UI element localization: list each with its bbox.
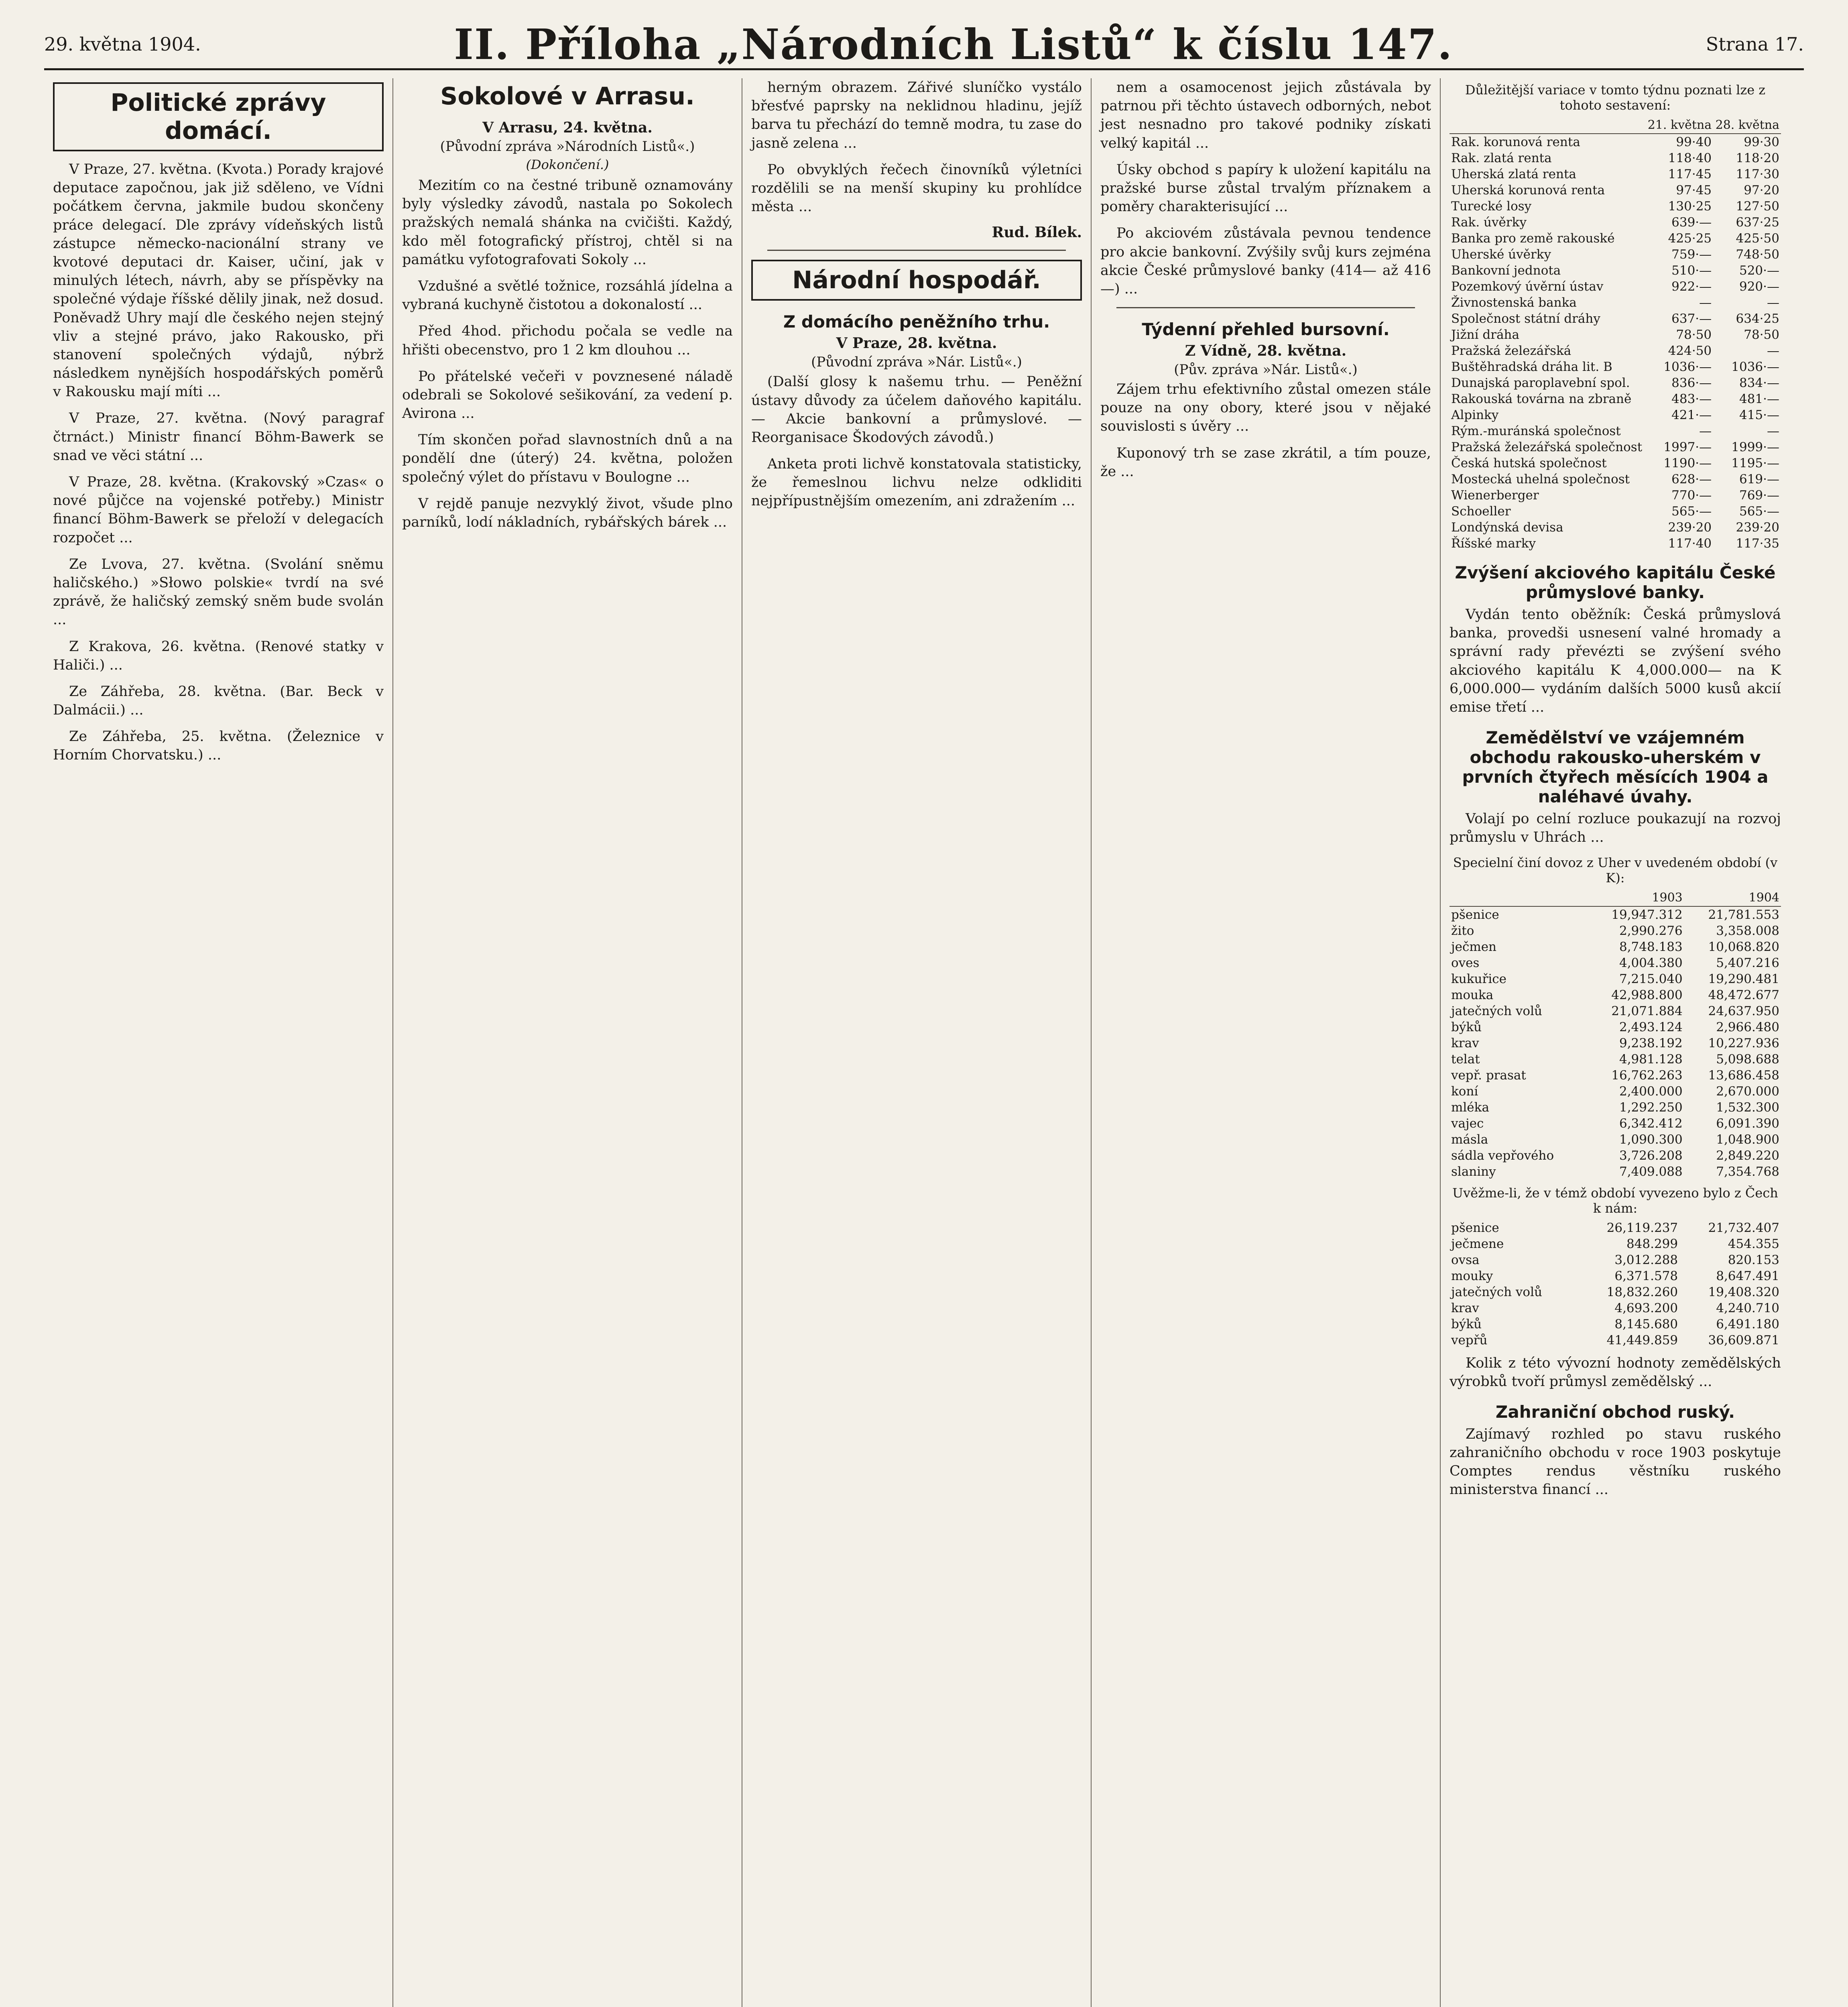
row-value: 7,215.040 xyxy=(1619,971,1683,986)
row-label: Společnost státní dráhy xyxy=(1451,311,1600,326)
table-row xyxy=(1450,955,1781,971)
row-label: Pražská železářská xyxy=(1451,344,1572,358)
row-label: telat xyxy=(1451,1052,1480,1067)
row-value: 99·30 xyxy=(1744,135,1779,149)
row-label: mouky xyxy=(1451,1268,1493,1283)
table-row xyxy=(1450,923,1781,939)
row-value: 639·— xyxy=(1671,215,1712,230)
table-row xyxy=(1450,906,1781,923)
column-3 xyxy=(742,78,1092,2007)
row-label: Rak. korunová renta xyxy=(1451,135,1580,149)
table-row xyxy=(1450,279,1781,295)
article-paragraph: Volají po celní rozluce poukazují na rozvoj průmyslu v Uhrách ... xyxy=(1450,811,1781,846)
import-table-heading: Specielní činí dovoz z Uher v uvedeném období (v K): xyxy=(1453,855,1778,885)
table-row xyxy=(1450,455,1781,471)
row-value: 1,532.300 xyxy=(1716,1100,1779,1115)
table-row xyxy=(1450,246,1781,263)
article-paragraph: Vzdušné a světlé tožnice, rozsáhlá jídelna a vybraná kuchyně čistotou a dokonalostí ... xyxy=(402,278,733,313)
column-4 xyxy=(1092,78,1441,2007)
row-label: krav xyxy=(1451,1036,1479,1050)
article-paragraph: Po obvyklých řečech činovníků výletníci rozdělili se na menší skupiny ku prohlídce města ... xyxy=(751,161,1082,215)
row-label: sádla vepřového xyxy=(1451,1148,1554,1163)
divider xyxy=(767,250,1066,251)
row-value: 19,408.320 xyxy=(1708,1284,1779,1299)
table-row xyxy=(1450,407,1781,423)
row-value: 127·50 xyxy=(1736,199,1779,214)
row-value: 117·40 xyxy=(1668,536,1712,551)
row-label: Bankovní jednota xyxy=(1451,263,1561,278)
column-5 xyxy=(1441,78,1790,2007)
table-row xyxy=(1450,230,1781,246)
table-row xyxy=(1450,391,1781,407)
issue-date: 29. května 1904. xyxy=(44,33,201,55)
row-value: 3,358.008 xyxy=(1716,923,1779,938)
row-value: 922·— xyxy=(1671,279,1712,294)
author-signature: Rud. Bílek. xyxy=(992,224,1082,241)
row-value: 1195·— xyxy=(1731,456,1779,470)
row-label: Rak. úvěrky xyxy=(1451,215,1527,230)
article-paragraph: Ze Záhřeba, 28. května. (Bar. Beck v Dalmácii.) ... xyxy=(53,683,384,719)
column-1 xyxy=(44,78,393,2007)
row-value: 1,048.900 xyxy=(1716,1132,1779,1147)
export-table-heading: Uvěžme-li, že v témž období vyvezeno bylo z Čech k nám: xyxy=(1452,1185,1778,1216)
article-title-money-market: Z domácího peněžního trhu. xyxy=(783,312,1050,332)
import-table xyxy=(1450,890,1781,1180)
table-row xyxy=(1450,166,1781,182)
table-row xyxy=(1450,182,1781,198)
row-value: 10,068.820 xyxy=(1708,939,1779,954)
table-row xyxy=(1450,1236,1781,1252)
row-value: 565·— xyxy=(1671,504,1712,519)
row-label: Rak. zlatá renta xyxy=(1451,151,1552,165)
row-value: 1997·— xyxy=(1663,440,1712,454)
row-value: 117·30 xyxy=(1736,167,1779,181)
row-value: 19,290.481 xyxy=(1708,971,1779,986)
row-value: 748·50 xyxy=(1736,247,1779,262)
row-label: koní xyxy=(1451,1084,1478,1099)
row-label: Uherské úvěrky xyxy=(1451,247,1551,262)
article-paragraph: Vydán tento oběžník: Česká průmyslová banka, provedši usnesení valné hromady a správní rady převézti se zvýšení svého akciového kapitálu K 4,000.000— na K 6,000.000— vydáním dalších 5000 kusů akcií emise třetí ... xyxy=(1450,607,1781,715)
table-row xyxy=(1450,1051,1781,1067)
row-value: 483·— xyxy=(1671,392,1712,406)
row-value: 13,686.458 xyxy=(1708,1068,1779,1083)
row-value: — xyxy=(1767,424,1779,438)
columns xyxy=(44,78,1804,2007)
dateline: V Arrasu, 24. května. xyxy=(482,119,653,136)
table-row xyxy=(1450,1115,1781,1132)
row-value: 16,762.263 xyxy=(1611,1068,1683,1083)
row-value: 48,472.677 xyxy=(1708,987,1779,1002)
row-value: 8,748.183 xyxy=(1619,939,1683,954)
row-value: 2,966.480 xyxy=(1716,1020,1779,1034)
rates-header-col2: 28. května xyxy=(1713,117,1781,134)
row-value: 3,726.208 xyxy=(1619,1148,1683,1163)
row-value: 7,409.088 xyxy=(1619,1164,1683,1179)
article-paragraph: Kuponový trh se zase zkrátil, a tím pouze, že ... xyxy=(1100,445,1431,480)
rates-table-heading: Důležitější variace v tomto týdnu poznati lze z tohoto sestavení: xyxy=(1465,82,1766,113)
article-paragraph: Po přátelské večeři v povznesené náladě odebrali se Sokolové sešikování, za vedení p. Avirona ... xyxy=(402,368,733,422)
dateline: Z Vídně, 28. května. xyxy=(1185,342,1347,360)
row-value: 3,012.288 xyxy=(1614,1252,1678,1267)
supplement-title: II. Příloha „Národních Listů“ k číslu 147. xyxy=(454,19,1453,69)
row-value: 7,354.768 xyxy=(1716,1164,1779,1179)
row-label: Živnostenská banka xyxy=(1451,295,1577,310)
table-row xyxy=(1450,1284,1781,1300)
row-label: Říšské marky xyxy=(1451,536,1536,551)
row-value: 78·50 xyxy=(1676,328,1712,342)
table-row xyxy=(1450,295,1781,311)
row-label: Jižní dráha xyxy=(1451,328,1520,342)
rates-header-col1: 21. května xyxy=(1645,117,1713,134)
divider xyxy=(1116,307,1415,308)
row-label: mléka xyxy=(1451,1100,1489,1115)
row-value: 36,609.871 xyxy=(1708,1333,1779,1347)
row-label: Banka pro země rakouské xyxy=(1451,231,1615,246)
table-row xyxy=(1450,487,1781,503)
row-value: 770·— xyxy=(1671,488,1712,503)
table-row xyxy=(1450,503,1781,519)
table-row xyxy=(1450,198,1781,214)
row-value: 24,637.950 xyxy=(1708,1004,1779,1018)
table-row xyxy=(1450,1268,1781,1284)
row-value: 920·— xyxy=(1739,279,1779,294)
table-row xyxy=(1450,1083,1781,1099)
row-label: Dunajská paroplavební spol. xyxy=(1451,376,1630,390)
article-title-capital-increase: Zvýšení akciového kapitálu České průmyslové banky. xyxy=(1455,563,1776,602)
article-title-russian-trade: Zahraniční obchod ruský. xyxy=(1495,1402,1735,1422)
row-value: 769·— xyxy=(1739,488,1779,503)
row-value: 118·20 xyxy=(1736,151,1779,165)
row-label: Wienerberger xyxy=(1451,488,1539,503)
row-value: 637·— xyxy=(1671,311,1712,326)
row-value: 97·45 xyxy=(1676,183,1712,197)
row-value: 117·35 xyxy=(1736,536,1779,551)
byline: (Pův. zpráva »Nár. Listů«.) xyxy=(1174,362,1358,378)
row-value: 1036·— xyxy=(1663,360,1712,374)
row-value: 1999·— xyxy=(1731,440,1779,454)
article-paragraph: Zájem trhu efektivního zůstal omezen stále pouze na ony obory, které jsou v nějaké souvislosti s úvěry ... xyxy=(1100,381,1431,435)
table-row xyxy=(1450,1220,1781,1236)
row-value: 118·40 xyxy=(1668,151,1712,165)
article-paragraph: V Praze, 27. května. (Kvota.) Porady krajové deputace započnou, jak již sděleno, ve Vídni počátkem června, jakmile budou skončeny práce delegací. Dle zprávy vídeňských listů zástupce německo-nacionální strany ve kvotové deputaci dr. Kaiser, učiní, jak v minulých létech, návrh, aby se příspěvky na společné výdaje říšské dělily jinak, než dosud. Poněvadž Uhry mají dle českého nejen stejný vliv a stejné právo, jako Rakousko, při stanovení společných výdajů, nýbrž následkem nynějších hospodářských poměrů v Rakousku mají míti ... xyxy=(53,161,384,400)
table-row xyxy=(1450,1316,1781,1332)
row-value: 424·50 xyxy=(1668,344,1712,358)
row-value: 834·— xyxy=(1739,376,1779,390)
row-value: 9,238.192 xyxy=(1619,1036,1683,1050)
table-row xyxy=(1450,150,1781,166)
row-label: Buštěhradská dráha lit. B xyxy=(1451,360,1612,374)
row-label: másla xyxy=(1451,1132,1488,1147)
table-row xyxy=(1450,535,1781,552)
article-paragraph: Tím skončen pořad slavnostních dnů a na pondělí dne (úterý) 24. května, položen společný výlet do přístavu v Boulogne ... xyxy=(402,432,733,485)
article-paragraph: nem a osamocenost jejich zůstávala by patrnou při těchto ústavech odborných, nebot jest nesnadno pro takové podniky získati velký kapitál ... xyxy=(1100,79,1431,151)
row-value: 42,988.800 xyxy=(1611,987,1683,1002)
export-table xyxy=(1450,1220,1781,1348)
row-value: 41,449.859 xyxy=(1606,1333,1678,1347)
article-paragraph: Úsky obchod s papíry k uložení kapitálu na pražské burse zůstal trvalým příznakem a poměry charakterisující ... xyxy=(1100,161,1431,215)
article-paragraph: Anketa proti lichvě konstatovala statisticky, že řemeslnou lichvu nelze odkliditi nejpřípustnějším omezením, ani zdražením ... xyxy=(751,456,1082,509)
row-value: — xyxy=(1767,344,1779,358)
masthead xyxy=(44,20,1804,70)
row-value: 510·— xyxy=(1671,263,1712,278)
continuation-note: (Dokončení.) xyxy=(526,157,609,172)
row-value: 130·25 xyxy=(1668,199,1712,214)
row-value: 4,693.200 xyxy=(1614,1301,1678,1315)
row-value: 836·— xyxy=(1671,376,1712,390)
rates-header-name xyxy=(1450,117,1645,134)
table-row xyxy=(1450,1132,1781,1148)
table-row xyxy=(1450,1332,1781,1348)
row-value: 415·— xyxy=(1739,408,1779,422)
row-value: 425·25 xyxy=(1668,231,1712,246)
import-header-1904: 1904 xyxy=(1684,890,1781,906)
table-row xyxy=(1450,214,1781,230)
row-value: 2,493.124 xyxy=(1619,1020,1683,1034)
article-paragraph: V Praze, 28. května. (Krakovský »Czas« o nové půjčce na vojenské potřeby.) Ministr financí Böhm-Bawerk se přeloží v delegacích rozpočet ... xyxy=(53,474,384,546)
row-label: ječmene xyxy=(1451,1236,1504,1251)
row-label: Londýnská devisa xyxy=(1451,520,1563,535)
row-value: 26,119.237 xyxy=(1606,1220,1678,1235)
row-value: 520·— xyxy=(1739,263,1779,278)
table-row xyxy=(1450,375,1781,391)
row-label: kukuřice xyxy=(1451,971,1506,986)
article-paragraph: Mezitím co na čestné tribuně oznamovány byly výsledky závodů, nastala po Sokolech pražských nemalá shánka na cvičišti. Každý, kdo měl fotografický přístroj, chtěl si na památku vyfotografovati Sokoly ... xyxy=(402,177,733,268)
article-paragraph: Po akciovém zůstávala pevnou tendence pro akcie bankovní. Zvýšily svůj kurs zejména akcie České průmyslové banky (414— až 416—) ... xyxy=(1100,225,1431,297)
row-value: 2,400.000 xyxy=(1619,1084,1683,1099)
row-value: 848.299 xyxy=(1626,1236,1678,1251)
row-value: 421·— xyxy=(1671,408,1712,422)
row-value: 619·— xyxy=(1739,472,1779,486)
row-value: 6,091.390 xyxy=(1716,1116,1779,1131)
table-row xyxy=(1450,1019,1781,1035)
table-row xyxy=(1450,263,1781,279)
table-row xyxy=(1450,1067,1781,1083)
article-summary: (Další glosy k našemu trhu. — Peněžní ústavy důvody za účelem daňového kapitálu. — Akcie bankovní a průmyslové. — Reorganisace Škodových závodů.) xyxy=(751,374,1082,446)
row-label: oves xyxy=(1451,955,1480,970)
row-value: — xyxy=(1699,295,1712,310)
row-value: 6,491.180 xyxy=(1716,1317,1779,1331)
table-row xyxy=(1450,1003,1781,1019)
row-value: 1,090.300 xyxy=(1619,1132,1683,1147)
row-label: ječmen xyxy=(1451,939,1497,954)
row-value: 820.153 xyxy=(1728,1252,1779,1267)
row-value: 21,071.884 xyxy=(1611,1004,1683,1018)
table-row xyxy=(1450,939,1781,955)
column-2 xyxy=(393,78,742,2007)
row-value: 78·50 xyxy=(1744,328,1779,342)
row-value: 99·40 xyxy=(1676,135,1712,149)
article-paragraph: V Praze, 27. května. (Nový paragraf čtrnáct.) Ministr financí Böhm-Bawerk se snad ve věci státní ... xyxy=(53,410,384,464)
table-row xyxy=(1450,971,1781,987)
row-value: 6,371.578 xyxy=(1614,1268,1678,1283)
row-label: Pražská železářská společnost xyxy=(1451,440,1643,454)
row-value: 628·— xyxy=(1671,472,1712,486)
import-header-name xyxy=(1450,890,1588,906)
row-label: vepřů xyxy=(1451,1333,1488,1347)
table-row xyxy=(1450,439,1781,455)
table-row xyxy=(1450,343,1781,359)
section-national-economy: Národní hospodář. xyxy=(751,260,1082,301)
row-value: 634·25 xyxy=(1736,311,1779,326)
table-row xyxy=(1450,134,1781,150)
row-value: 425·50 xyxy=(1736,231,1779,246)
row-label: žito xyxy=(1451,923,1474,938)
article-paragraph: Kolik z této vývozní hodnoty zemědělských výrobků tvoří průmysl zemědělský ... xyxy=(1450,1355,1781,1390)
table-row xyxy=(1450,311,1781,327)
article-paragraph: Před 4hod. přichodu počala se vedle na hřišti obecenstvo, pro 1 2 km dlouhou ... xyxy=(402,323,733,358)
row-value: 454.355 xyxy=(1728,1236,1779,1251)
row-label: Schoeller xyxy=(1451,504,1511,519)
table-row xyxy=(1450,1099,1781,1115)
row-value: 5,098.688 xyxy=(1716,1052,1779,1067)
dateline: V Praze, 28. května. xyxy=(836,335,997,352)
row-label: Alpinky xyxy=(1451,408,1499,422)
row-value: 1,292.250 xyxy=(1619,1100,1683,1115)
row-label: Mostecká uhelná společnost xyxy=(1451,472,1630,486)
row-label: jatečných volů xyxy=(1451,1284,1542,1299)
row-label: Pozemkový úvěrní ústav xyxy=(1451,279,1604,294)
row-value: 2,849.220 xyxy=(1716,1148,1779,1163)
import-header-1903: 1903 xyxy=(1588,890,1684,906)
table-row xyxy=(1450,1252,1781,1268)
table-row xyxy=(1450,359,1781,375)
table-row xyxy=(1450,519,1781,535)
row-label: Rým.-muránská společnost xyxy=(1451,424,1621,438)
row-label: pšenice xyxy=(1451,1220,1499,1235)
row-label: pšenice xyxy=(1451,907,1499,922)
row-value: 2,990.276 xyxy=(1619,923,1683,938)
row-value: 759·— xyxy=(1671,247,1712,262)
row-label: jatečných volů xyxy=(1451,1004,1542,1018)
row-value: — xyxy=(1767,295,1779,310)
row-value: 97·20 xyxy=(1744,183,1779,197)
row-value: 4,981.128 xyxy=(1619,1052,1683,1067)
article-paragraph: Ze Lvova, 27. května. (Svolání sněmu haličského.) »Słowo polskie« tvrdí na své zprávě, že haličský zemský sněm bude svolán ... xyxy=(53,556,384,628)
row-value: 565·— xyxy=(1739,504,1779,519)
row-value: 21,732.407 xyxy=(1708,1220,1779,1235)
article-title-weekly-bourse: Týdenní přehled bursovní. xyxy=(1142,320,1390,340)
table-row xyxy=(1450,1148,1781,1164)
row-value: 637·25 xyxy=(1736,215,1779,230)
row-value: 2,670.000 xyxy=(1716,1084,1779,1099)
row-label: býků xyxy=(1451,1020,1482,1034)
article-paragraph: Z Krakova, 26. května. (Renové statky v Haliči.) ... xyxy=(53,638,384,673)
table-row xyxy=(1450,1164,1781,1180)
row-value: — xyxy=(1699,424,1712,438)
article-paragraph: herným obrazem. Zářivé sluníčko vystálo břesťvé paprsky na neklidnou hladinu, jejíž barva tu přechází do temně modra, tu zase do jasně zelena ... xyxy=(751,79,1082,151)
row-label: Česká hutská společnost xyxy=(1451,456,1607,470)
row-label: býků xyxy=(1451,1317,1482,1331)
row-value: 4,240.710 xyxy=(1716,1301,1779,1315)
row-value: 8,145.680 xyxy=(1614,1317,1678,1331)
row-value: 4,004.380 xyxy=(1619,955,1683,970)
stock-rates-table xyxy=(1450,117,1781,552)
row-value: 239·20 xyxy=(1668,520,1712,535)
article-paragraph: Zajímavý rozhled po stavu ruského zahraničního obchodu v roce 1903 poskytuje Comptes rendus věstníku ruského ministerstva financí ... xyxy=(1450,1426,1781,1498)
byline: (Původní zpráva »Nár. Listů«.) xyxy=(811,354,1022,370)
table-row xyxy=(1450,423,1781,439)
table-row xyxy=(1450,987,1781,1003)
row-label: Turecké losy xyxy=(1451,199,1532,214)
row-value: 21,781.553 xyxy=(1708,907,1779,922)
row-value: 10,227.936 xyxy=(1708,1036,1779,1050)
row-label: krav xyxy=(1451,1301,1479,1315)
table-row xyxy=(1450,327,1781,343)
row-value: 481·— xyxy=(1739,392,1779,406)
table-row xyxy=(1450,1300,1781,1316)
article-title-sokol-arras: Sokolové v Arrasu. xyxy=(440,82,695,110)
row-value: 6,342.412 xyxy=(1619,1116,1683,1131)
table-row xyxy=(1450,471,1781,487)
row-label: vepř. prasat xyxy=(1451,1068,1526,1083)
row-label: ovsa xyxy=(1451,1252,1480,1267)
article-paragraph: Ze Záhřeba, 25. května. (Železnice v Horním Chorvatsku.) ... xyxy=(53,729,384,763)
row-label: Uherská korunová renta xyxy=(1451,183,1605,197)
article-title-agriculture-trade: Zemědělství ve vzájemném obchodu rakousko-uherském v prvních čtyřech měsících 1904 a naléhavé úvahy. xyxy=(1462,728,1769,807)
row-value: 117·45 xyxy=(1668,167,1712,181)
page-number: Strana 17. xyxy=(1706,33,1804,55)
row-value: 5,407.216 xyxy=(1716,955,1779,970)
row-value: 8,647.491 xyxy=(1716,1268,1779,1283)
row-label: mouka xyxy=(1451,987,1494,1002)
table-row xyxy=(1450,1035,1781,1051)
row-value: 19,947.312 xyxy=(1611,907,1683,922)
byline: (Původní zpráva »Národních Listů«.) xyxy=(440,138,695,155)
row-value: 1190·— xyxy=(1663,456,1712,470)
row-label: vajec xyxy=(1451,1116,1484,1131)
row-value: 1036·— xyxy=(1731,360,1779,374)
row-label: Uherská zlatá renta xyxy=(1451,167,1576,181)
row-label: slaniny xyxy=(1451,1164,1496,1179)
row-value: 239·20 xyxy=(1736,520,1779,535)
row-value: 18,832.260 xyxy=(1606,1284,1678,1299)
row-label: Rakouská továrna na zbraně xyxy=(1451,392,1632,406)
section-domestic-politics: Politické zprávy domácí. xyxy=(53,82,384,151)
article-paragraph: V rejdě panuje nezvyklý život, všude plno parníků, lodí nákladních, rybářských bárek ... xyxy=(402,495,733,530)
